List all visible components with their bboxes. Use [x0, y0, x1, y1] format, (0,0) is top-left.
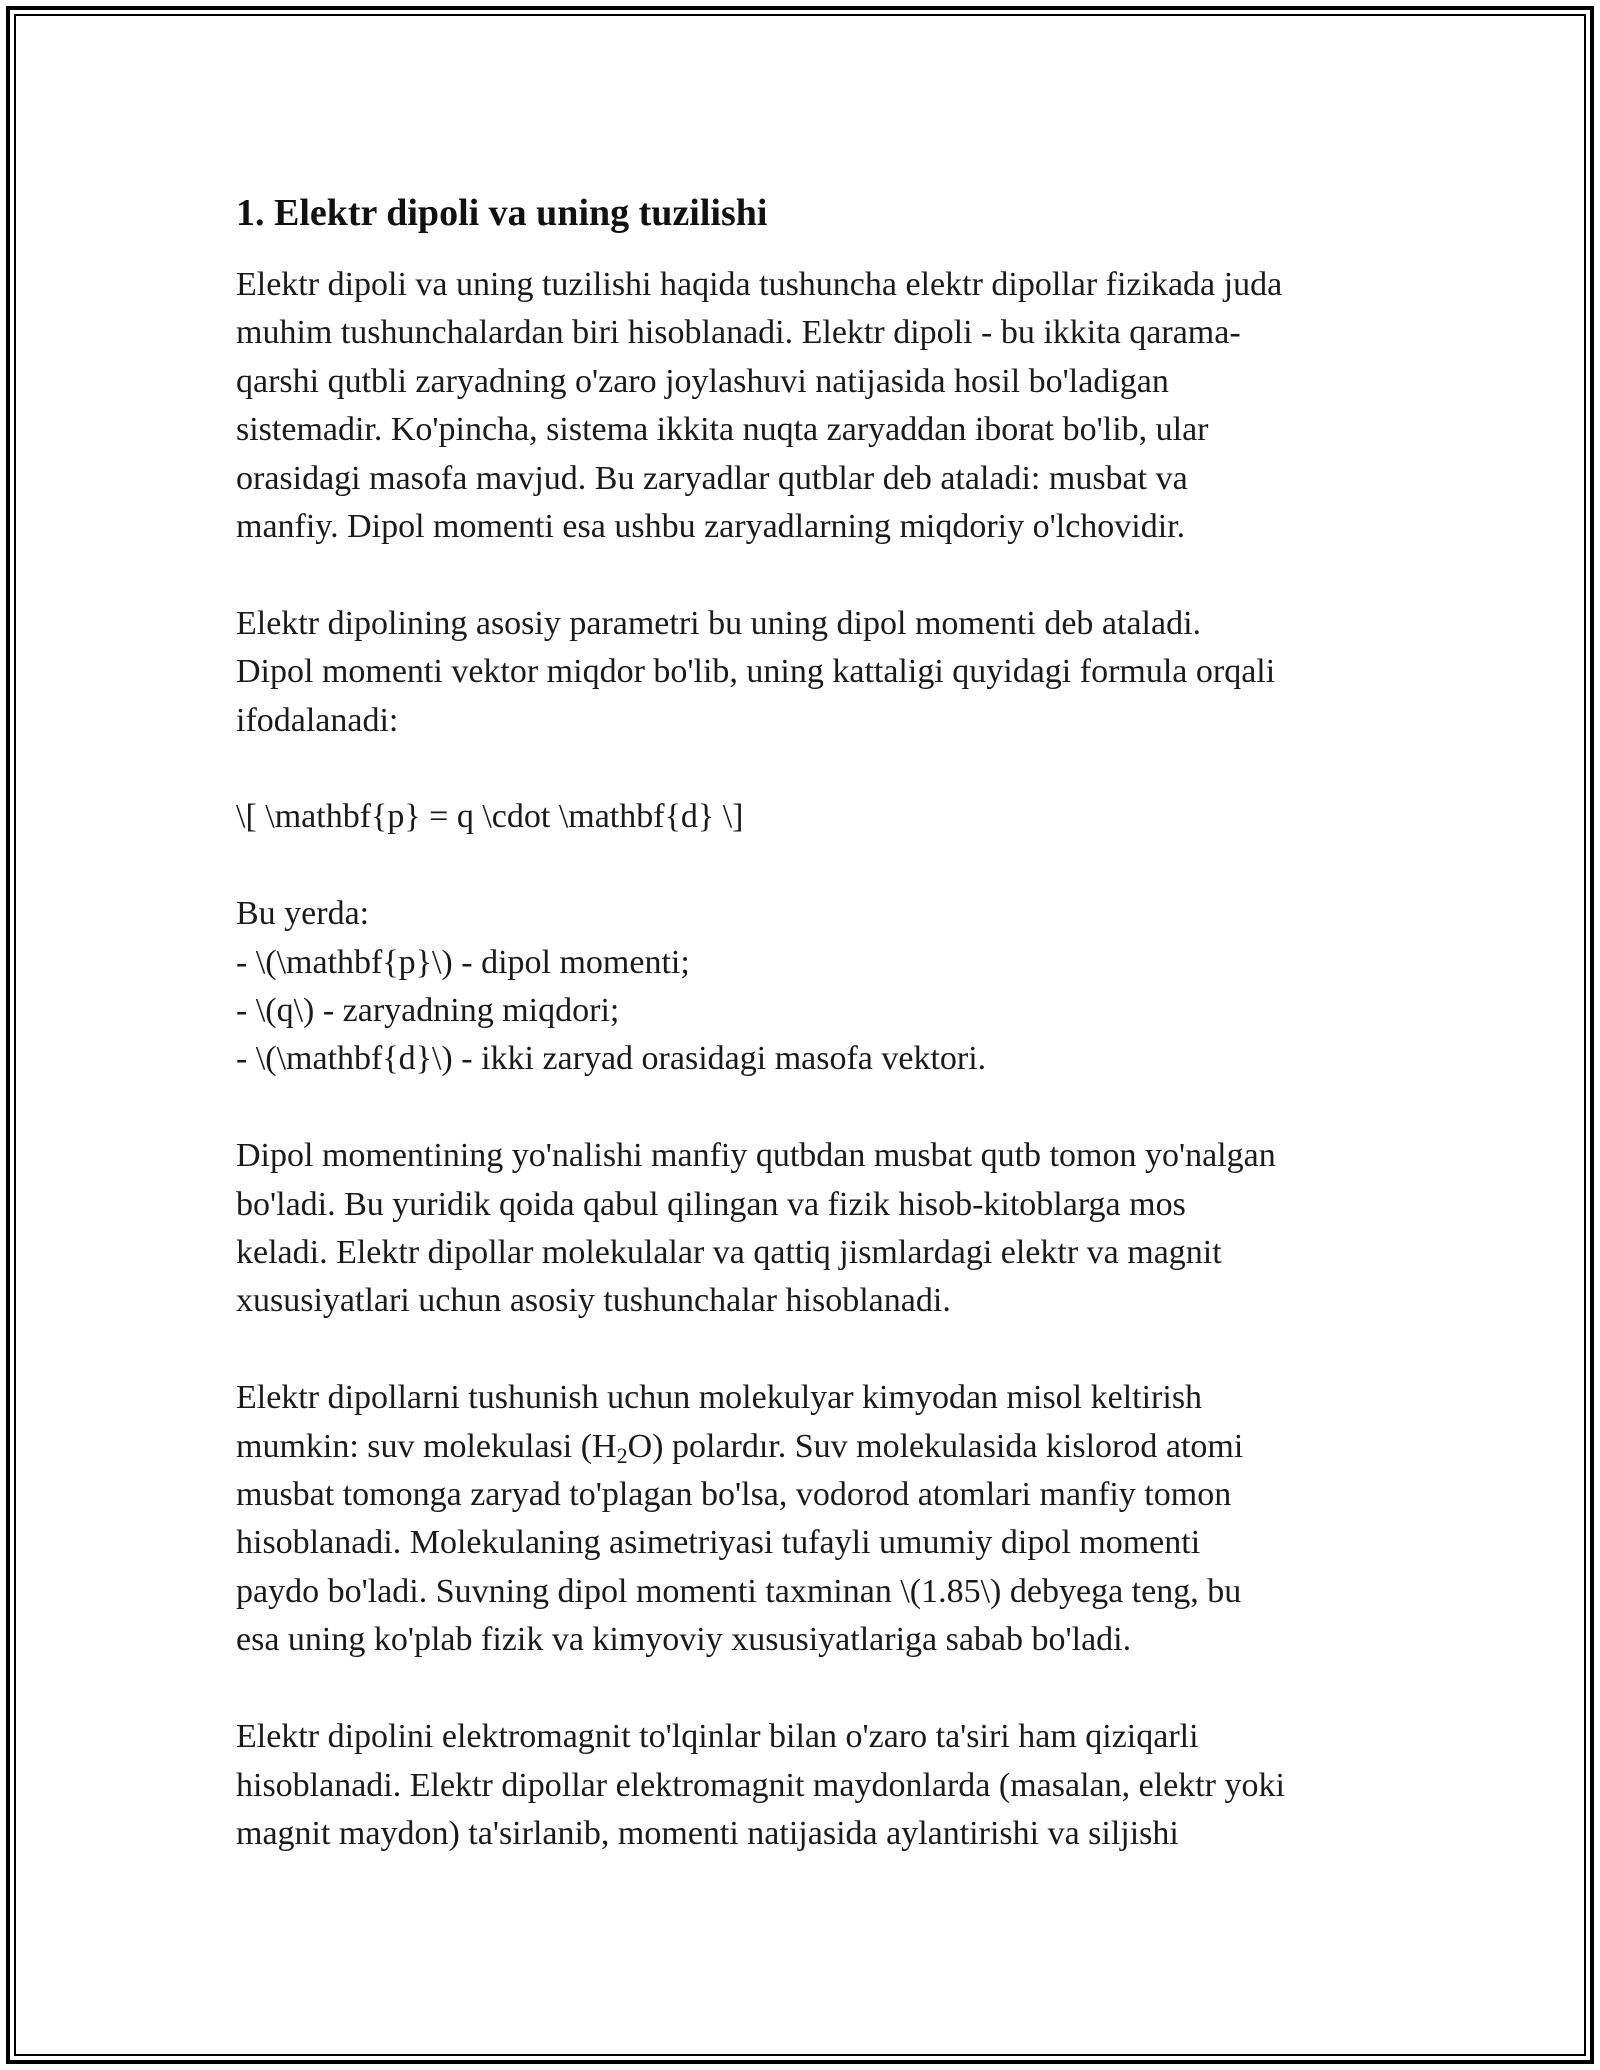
formula-legend: [236, 890, 1386, 1084]
subscript: 2: [616, 1442, 628, 1468]
text-fragment: mumkin: suv molekulasi (H: [236, 1427, 617, 1465]
text-line: muhim tushunchalardan biri hisoblanadi. Elektr dipoli - bu ikkita qarama-: [236, 314, 1241, 352]
text-line: manfiy. Dipol momenti esa ushbu zaryadlarning miqdoriy o'lchovidir.: [236, 508, 1186, 546]
text-line-with-formula: [236, 1423, 1386, 1471]
text-line: orasidagi masofa mavjud. Bu zaryadlar qutblar deb ataladi: musbat va: [236, 459, 1188, 497]
text-line: keladi. Elektr dipollar molekulalar va qattiq jismlardagi elektr va magnit: [236, 1234, 1222, 1272]
legend-item: - \(\mathbf{d}\) - ikki zaryad orasidagi masofa vektori.: [236, 1040, 987, 1078]
paragraph-dipole-moment: [236, 600, 1386, 745]
text-line: hisoblanadi. Molekulaning asimetriyasi tufayli umumiy dipol momenti: [236, 1524, 1201, 1562]
text-line: Dipol momentining yo'nalishi manfiy qutbdan musbat qutb tomon yo'nalgan: [236, 1137, 1276, 1175]
section-heading: 1. Elektr dipoli va uning tuzilishi: [236, 192, 768, 234]
text-line: paydo bo'ladi. Suvning dipol momenti taxminan \(1.85\) debyega teng, bu: [236, 1572, 1242, 1610]
text-line: Elektr dipoli va uning tuzilishi haqida tushuncha elektr dipollar fizikada juda: [236, 266, 1283, 303]
legend-intro: Bu yerda:: [236, 895, 370, 933]
formula-text: \[ \mathbf{p} = q \cdot \mathbf{d} \]: [236, 798, 744, 836]
text-line: musbat tomonga zaryad to'plagan bo'lsa, vodorod atomlari manfiy tomon: [236, 1476, 1232, 1514]
text-line: sistemadir. Ko'pincha, sistema ikkita nuqta zaryaddan iborat bo'lib, ular: [236, 411, 1209, 449]
text-line: esa uning ko'plab fizik va kimyoviy xususiyatlariga sabab bo'ladi.: [236, 1621, 1132, 1659]
text-line: ifodalanadi:: [236, 701, 399, 739]
text-line: Elektr dipolining asosiy parametri bu uning dipol momenti deb ataladi.: [236, 604, 1202, 642]
text-line: Dipol momenti vektor miqdor bo'lib, uning kattaligi quyidagi formula orqali: [236, 653, 1276, 691]
text-line: Elektr dipolini elektromagnit to'lqinlar bilan o'zaro ta'siri ham qiziqarli: [236, 1718, 1199, 1756]
text-line: magnit maydon) ta'sirlanib, momenti natijasida aylantirishi va siljishi: [236, 1814, 1179, 1852]
text-line: xususiyatlari uchun asosiy tushunchalar hisoblanadi.: [236, 1282, 951, 1320]
paragraph-em-interaction: [236, 1713, 1386, 1858]
text-line: Elektr dipollarni tushunish uchun molekulyar kimyodan misol keltirish: [236, 1379, 1203, 1417]
formula-block: [236, 793, 1386, 841]
document-body: [236, 185, 1386, 1907]
text-line: bo'ladi. Bu yuridik qoida qabul qilingan va fizik hisob-kitoblarga mos: [236, 1185, 1186, 1223]
legend-item: - \(q\) - zaryadning miqdori;: [236, 992, 620, 1030]
legend-item: - \(\mathbf{p}\) - dipol momenti;: [236, 943, 690, 981]
paragraph-water-example: [236, 1374, 1386, 1664]
text-line: hisoblanadi. Elektr dipollar elektromagnit maydonlarda (masalan, elektr yoki: [236, 1766, 1285, 1804]
paragraph-intro: [236, 261, 1386, 551]
text-fragment: O) polardır. Suv molekulasida kislorod atomi: [627, 1427, 1244, 1465]
paragraph-direction: [236, 1132, 1386, 1326]
text-line: qarshi qutbli zaryadning o'zaro joylashuvi natijasida hosil bo'ladigan: [236, 362, 1169, 400]
